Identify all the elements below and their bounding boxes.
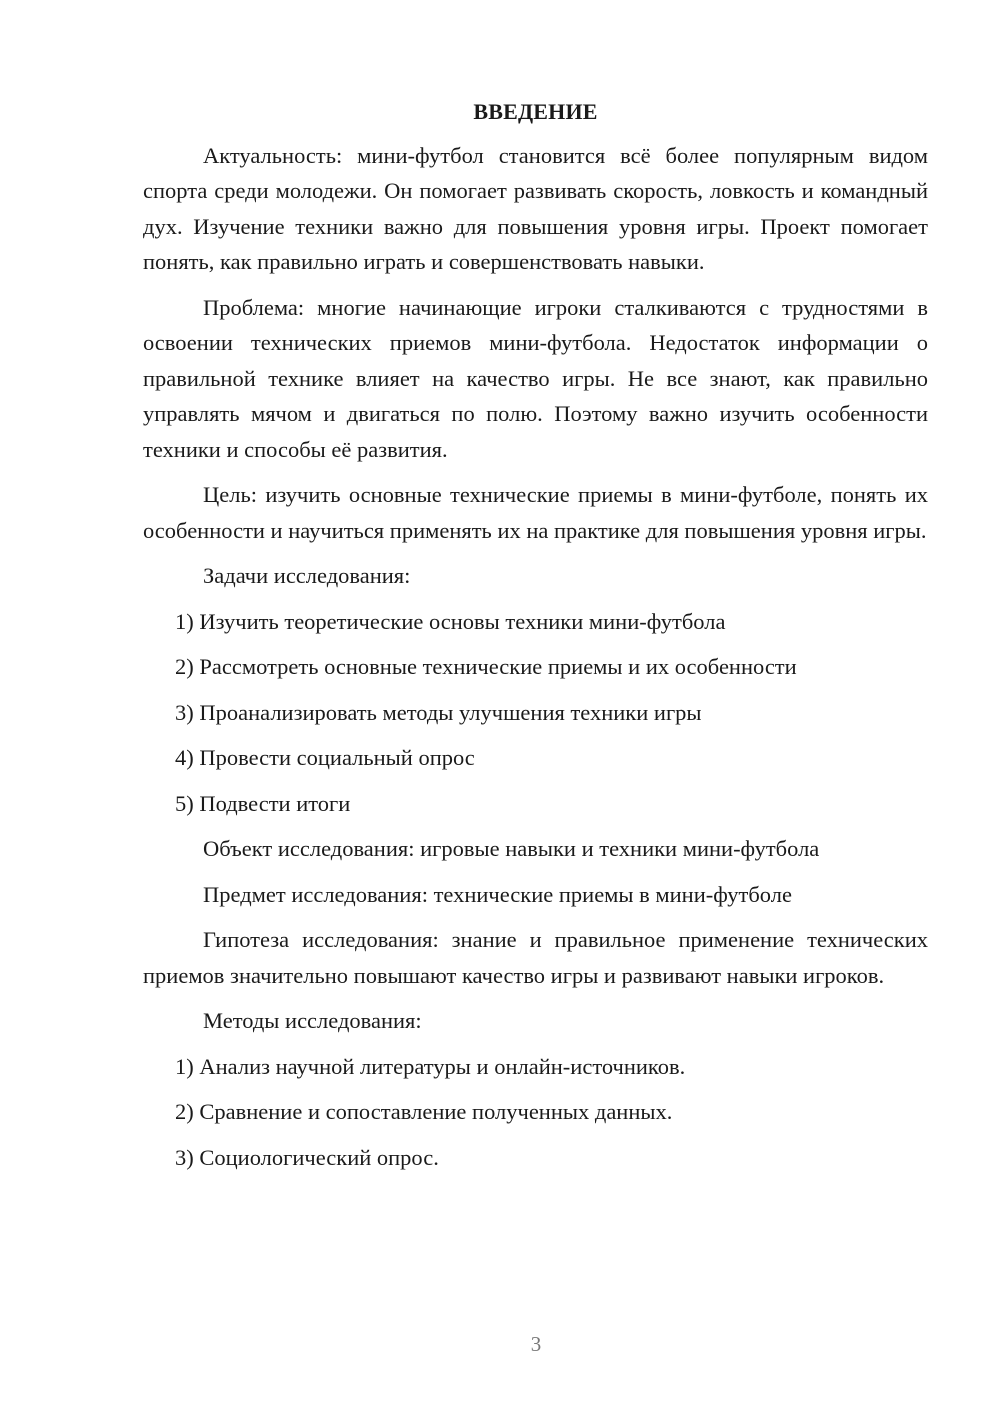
tasks-heading: Задачи исследования:	[203, 563, 411, 588]
goal-paragraph: Цель: изучить основные технические приемы в мини-футболе, понять их особенности и научиться применять их на практике для повышения уровня игры.	[143, 482, 928, 543]
task-item: 5) Подвести итоги	[175, 790, 351, 816]
relevance-paragraph: Актуальность: мини-футбол становится всё более популярным видом спорта среди молодежи. Он помогает развивать скорость, ловкость и командный дух. Изучение техники важно для повышения уровня игры. Проект помогает понять, как правильно играть и совершенствовать навыки.	[143, 142, 928, 274]
document-page	[143, 90, 928, 1185]
page-number: 3	[530, 1332, 542, 1356]
hypothesis-paragraph: Гипотеза исследования: знание и правильное применение технических приемов значительно повышают качество игры и развивают навыки игроков.	[143, 927, 928, 988]
task-item: 4) Провести социальный опрос	[175, 745, 475, 770]
section-title: ВВЕДЕНИЕ	[473, 99, 598, 124]
task-item: 2) Рассмотреть основные технические приемы и их особенности	[175, 654, 797, 679]
methods-heading: Методы исследования:	[203, 1008, 422, 1033]
object-line: Объект исследования: игровые навыки и техники мини-футбола	[203, 836, 820, 861]
task-item: 1) Изучить теоретические основы техники мини-футбола	[175, 608, 726, 634]
subject-line: Предмет исследования: технические приемы в мини-футболе	[203, 881, 792, 907]
method-item: 2) Сравнение и сопоставление полученных данных.	[175, 1099, 673, 1124]
problem-paragraph: Проблема: многие начинающие игроки сталкиваются с трудностями в освоении технических приемов мини-футбола. Недостаток информации о правильной технике влияет на качество игры. Не все знают, как правильно управлять мячом и двигаться по полю. Поэтому важно изучить особенности техники и способы её развития.	[143, 294, 928, 462]
method-item: 1) Анализ научной литературы и онлайн-источников.	[175, 1053, 686, 1079]
method-item: 3) Социологический опрос.	[175, 1144, 439, 1170]
task-item: 3) Проанализировать методы улучшения техники игры	[175, 699, 702, 725]
